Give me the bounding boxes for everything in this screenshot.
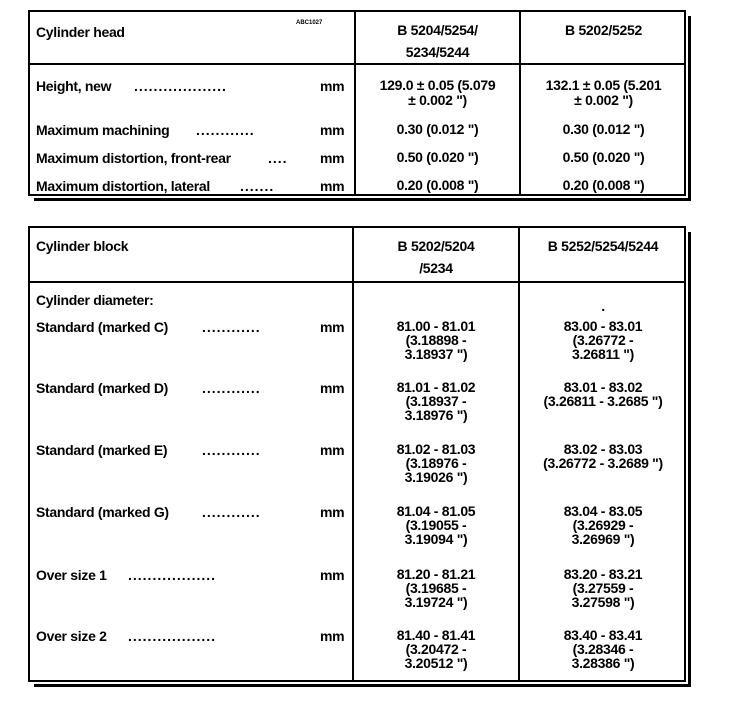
row-label: Maximum distortion, front-rear <box>36 150 231 166</box>
unit: mm <box>320 442 345 458</box>
value-cell: (3.26772 - <box>572 332 634 348</box>
value-cell: 0.30 (0.012 ") <box>396 121 479 137</box>
unit: mm <box>320 504 345 520</box>
value-cell: 129.0 ± 0.05 (5.079 <box>379 77 496 93</box>
row-label: Over size 2 <box>36 628 107 644</box>
table-title: Cylinder block <box>36 238 129 254</box>
leader-dots: ............ <box>202 442 261 458</box>
row-label: Over size 1 <box>36 567 107 583</box>
value-cell: 3.18937 ") <box>404 346 468 362</box>
unit: mm <box>320 178 345 194</box>
value-cell: 0.30 (0.012 ") <box>562 121 645 137</box>
header-divider <box>30 281 684 283</box>
stray-mark: . <box>601 298 605 314</box>
row-label: Height, new <box>36 78 112 94</box>
figure-code: ABC1027 <box>296 20 323 26</box>
leader-dots: ............ <box>202 380 261 396</box>
unit: mm <box>320 319 345 335</box>
value-cell: (3.26811 - 3.2685 ") <box>543 393 663 409</box>
value-cell: 3.26969 ") <box>571 531 635 547</box>
leader-dots: .... <box>268 150 288 166</box>
value-cell: 81.02 - 81.03 <box>396 441 476 457</box>
leader-dots: ................... <box>134 78 227 94</box>
leader-dots: ............ <box>202 504 261 520</box>
row-label: Standard (marked E) <box>36 442 168 458</box>
value-cell: 83.40 - 83.41 <box>563 627 643 643</box>
value-cell: 3.20512 ") <box>404 655 468 671</box>
leader-dots: .................. <box>128 628 217 644</box>
header-divider <box>30 63 684 65</box>
value-cell: 3.26811 ") <box>571 346 635 362</box>
value-cell: (3.19055 - <box>405 517 467 533</box>
column-header: /5234 <box>419 260 453 276</box>
column-header: B 5252/5254/5244 <box>547 238 659 254</box>
leader-dots: ....... <box>240 178 275 194</box>
unit: mm <box>320 628 345 644</box>
value-cell: 3.18976 ") <box>404 407 468 423</box>
value-cell: (3.26772 - 3.2689 ") <box>543 455 663 471</box>
value-cell: ± 0.002 ") <box>408 92 467 108</box>
row-label: Maximum distortion, lateral <box>36 178 210 194</box>
value-cell: 81.01 - 81.02 <box>396 379 476 395</box>
value-cell: ± 0.002 ") <box>574 92 633 108</box>
row-label: Standard (marked G) <box>36 504 169 520</box>
value-cell: 0.50 (0.020 ") <box>562 149 645 165</box>
value-cell: (3.26929 - <box>572 517 634 533</box>
unit: mm <box>320 122 345 138</box>
unit: mm <box>320 380 345 396</box>
value-cell: 81.00 - 81.01 <box>396 318 476 334</box>
unit: mm <box>320 150 345 166</box>
value-cell: 83.01 - 83.02 <box>563 379 643 395</box>
leader-dots: ............ <box>202 319 261 335</box>
value-cell: 3.19724 ") <box>404 594 468 610</box>
value-cell: 83.02 - 83.03 <box>563 441 643 457</box>
value-cell: 81.04 - 81.05 <box>396 503 476 519</box>
value-cell: 0.20 (0.008 ") <box>562 177 645 193</box>
value-cell: (3.18937 - <box>405 393 467 409</box>
value-cell: 3.28386 ") <box>571 655 635 671</box>
leader-dots: .................. <box>128 567 217 583</box>
leader-dots: ............ <box>196 122 255 138</box>
column-header: B 5202/5204 <box>397 238 475 254</box>
value-cell: (3.27559 - <box>572 580 634 596</box>
column-header: 5234/5244 <box>405 44 470 60</box>
value-cell: (3.18976 - <box>405 455 467 471</box>
value-cell: 3.19094 ") <box>404 531 468 547</box>
value-cell: 3.19026 ") <box>404 469 468 485</box>
column-header: B 5204/5254/ <box>397 22 478 38</box>
value-cell: (3.20472 - <box>405 641 467 657</box>
value-cell: 83.04 - 83.05 <box>563 503 643 519</box>
value-cell: 0.20 (0.008 ") <box>396 177 479 193</box>
value-cell: (3.28346 - <box>572 641 634 657</box>
value-cell: (3.18898 - <box>405 332 467 348</box>
table-title: Cylinder head <box>36 24 125 40</box>
value-cell: 132.1 ± 0.05 (5.201 <box>545 77 662 93</box>
unit: mm <box>320 567 345 583</box>
value-cell: 83.20 - 83.21 <box>563 566 643 582</box>
row-label: Standard (marked C) <box>36 319 168 335</box>
cylinder-head-table <box>28 10 686 196</box>
section-label: Cylinder diameter: <box>36 292 154 308</box>
value-cell: (3.19685 - <box>405 580 467 596</box>
row-label: Maximum machining <box>36 122 170 138</box>
row-label: Standard (marked D) <box>36 380 168 396</box>
value-cell: 0.50 (0.020 ") <box>396 149 479 165</box>
unit: mm <box>320 78 345 94</box>
value-cell: 81.20 - 81.21 <box>396 566 476 582</box>
value-cell: 3.27598 ") <box>571 594 635 610</box>
cylinder-block-table <box>28 226 686 682</box>
value-cell: 81.40 - 81.41 <box>396 627 476 643</box>
column-header: B 5202/5252 <box>565 22 642 38</box>
value-cell: 83.00 - 83.01 <box>563 318 643 334</box>
